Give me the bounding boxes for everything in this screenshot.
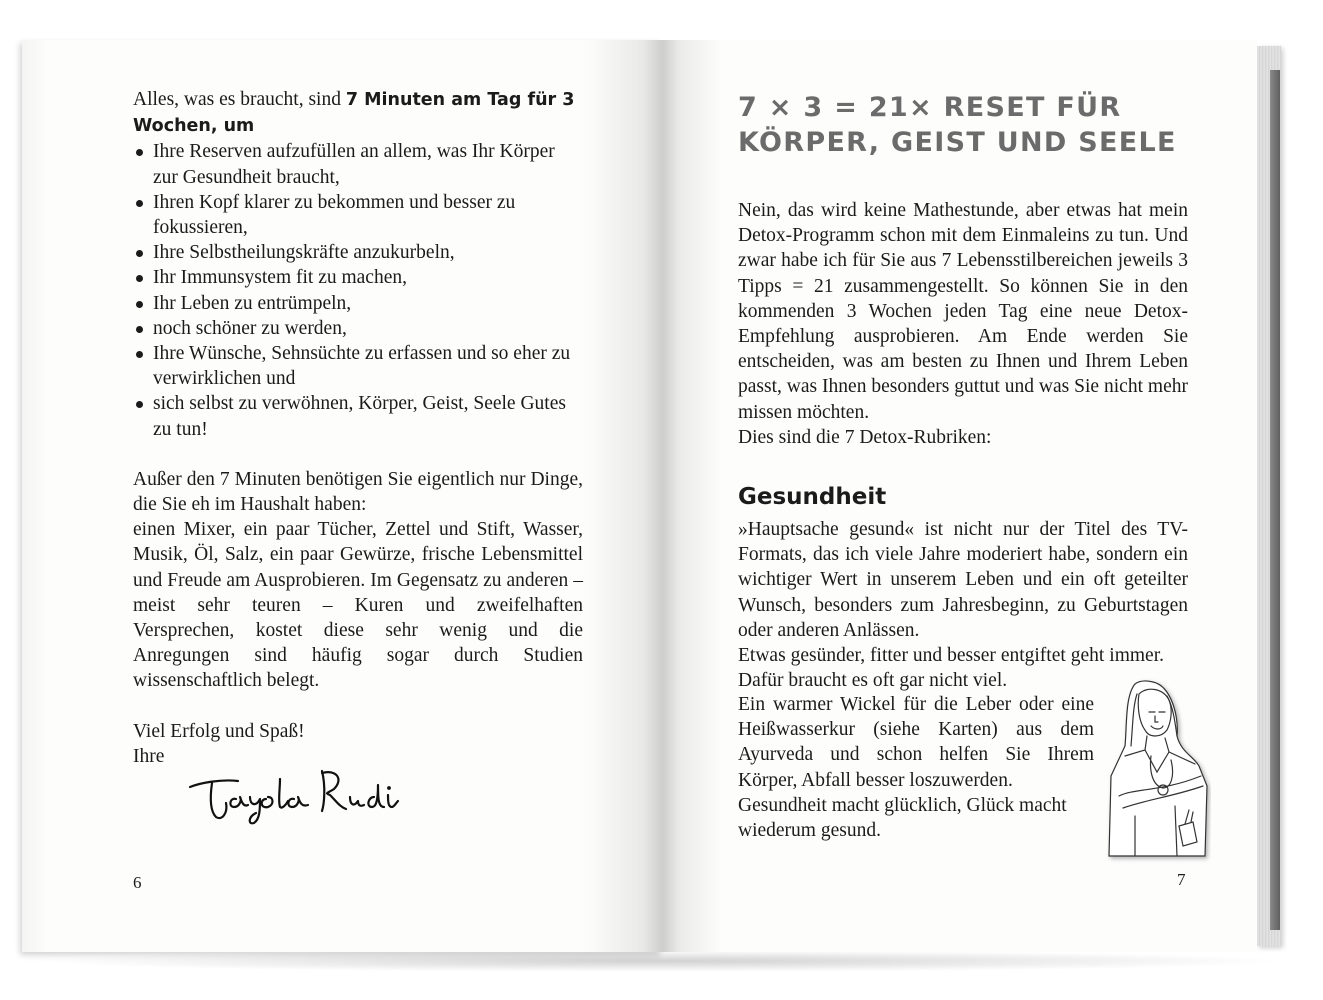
book-cover-edge (1270, 70, 1280, 930)
intro-line (133, 87, 583, 139)
page-number-left: 6 (133, 873, 142, 892)
benefit-list (133, 139, 583, 441)
bullet-icon (136, 200, 143, 207)
list-item: Ihren Kopf klarer zu bekommen und besser zu fokussieren, (133, 190, 583, 240)
bullet-icon (136, 301, 143, 308)
bullet-icon (136, 275, 143, 282)
closing-line: Viel Erfolg und Spaß! (133, 720, 305, 742)
intro-bold: 7 Minuten am Tag für 3 Wochen, um (133, 90, 575, 137)
paragraph-requirements: Außer den 7 Minuten benötigen Sie eigentlich nur Dinge, die Sie eh im Haushalt haben: (133, 468, 583, 516)
intro-normal: Alles, was es braucht, sind (133, 89, 346, 110)
list-item: sich selbst zu verwöhnen, Körper, Geist, Seele Gutes zu tun! (133, 391, 583, 441)
list-item: Ihr Immunsystem fit zu machen, (133, 265, 583, 290)
list-item: Ihre Wünsche, Sehnsüchte zu erfassen und so eher zu verwirklichen und (133, 341, 583, 391)
list-item: Ihr Leben zu entrümpeln, (133, 291, 583, 316)
bullet-icon (136, 351, 143, 358)
left-page-text (133, 87, 583, 769)
page-number-right: 7 (1177, 870, 1186, 889)
paragraph-intro: Nein, das wird keine Mathestunde, aber etwas hat mein Detox-Programm schon mit dem Einmaleins zu tun. Und zwar habe ich für Sie aus 7 Lebensstilbereichen jeweils 3 Tipps = 21 zusammengestellt. So können Sie in den kommenden 3 Wochen jeden Tag eine neue Detox-Empfehlung ausprobieren. Am Ende werden Sie entscheiden, was am besten zu Ihnen und Ihrem Leben passt, was Ihnen besonders guttut und was Sie nicht mehr missen möchten. (738, 200, 1188, 423)
paragraph-items: einen Mixer, ein paar Tücher, Zettel und Stift, Wasser, Musik, Öl, Salz, ein paar Gewürze, frische Lebensmittel und Freude am Ausprobieren. Im Gegensatz zu anderen – meist sehr teuren – Kuren und zweifelhaften Versprechen, kostet diese sehr wenig und die Anregungen sind häufig sogar durch Studien wissenschaftlich belegt. (133, 519, 583, 692)
book-shadow (30, 950, 1290, 972)
signature-icon (186, 757, 402, 827)
list-item: noch schöner zu werden, (133, 316, 583, 341)
list-item: Ihre Selbstheilungskräfte anzukurbeln, (133, 240, 583, 265)
heading-line-2: KÖRPER, GEIST UND SEELE (738, 127, 1177, 158)
right-intro-text (738, 198, 1188, 450)
section-heading-gesundheit: Gesundheit (738, 484, 887, 510)
closing-ihre: Ihre (133, 745, 165, 767)
paragraph-wickel: Ein warmer Wickel für die Leber oder eine Heißwasserkur (siehe Karten) aus dem Ayurveda und schon helfen Sie Ihrem Körper, Abfall besser loszuwerden. (738, 694, 1094, 791)
bullet-icon (136, 401, 143, 408)
bullet-icon (136, 326, 143, 333)
bullet-icon (136, 149, 143, 156)
nurse-illustration-icon (1105, 676, 1211, 864)
paragraph-gesuender: Etwas gesünder, fitter und besser entgiftet geht immer. Dafür braucht es oft gar nicht viel. (738, 645, 1164, 692)
bullet-icon (136, 250, 143, 257)
chapter-heading (738, 90, 1208, 160)
list-item: Ihre Reserven aufzufüllen an allem, was Ihr Körper zur Gesundheit braucht, (133, 139, 583, 189)
paragraph-hauptsache: »Hauptsache gesund« ist nicht nur der Titel des TV-Formats, das ich viele Jahre moderiert habe, sondern ein wichtiger Wert in unserem Leben und ein oft geteilter Wunsch, besonders zum Jahresbeginn, zu Geburtstagen oder anderen Anlässen. (738, 519, 1188, 641)
gesundheit-text (738, 517, 1188, 693)
paragraph-rubrics: Dies sind die 7 Detox-Rubriken: (738, 426, 992, 448)
gesundheit-text-narrow (738, 692, 1108, 843)
paragraph-glueck: Gesundheit macht glücklich, Glück macht wiederum gesund. (738, 794, 1067, 842)
heading-line-1: 7 × 3 = 21× RESET FÜR (738, 92, 1122, 123)
